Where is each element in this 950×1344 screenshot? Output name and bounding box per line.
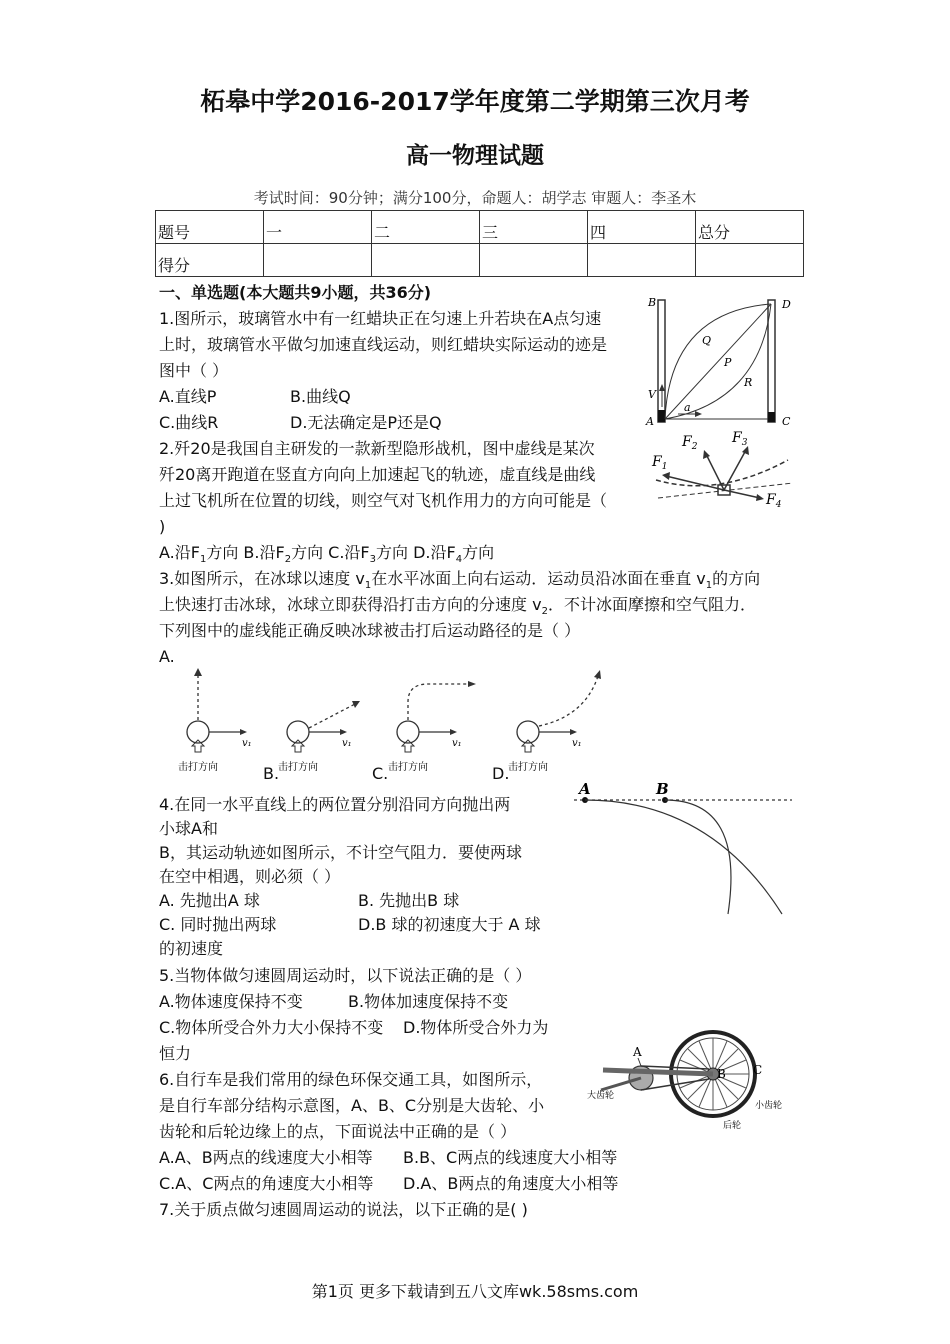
table-cell[interactable] (264, 244, 372, 277)
fig-label: D (782, 298, 791, 311)
subscript: 1 (199, 554, 207, 566)
fig-label: v₁ (242, 738, 252, 749)
q1-line: 上时，玻璃管水平做匀加速直线运动，则红蜡块实际运动的迹是 (159, 335, 608, 354)
q4-option-d: D.B 球的初速度大于 A 球 (358, 915, 541, 934)
section-heading: 一、单选题(本大题共9小题，共36分) (159, 283, 432, 302)
subscript: 1 (364, 580, 372, 592)
q1-line: 1.图所示，玻璃管水中有一红蜡块正在匀速上升若块在A点匀速 (159, 309, 602, 328)
q4-figure (570, 776, 795, 921)
subscript: 2 (541, 606, 548, 618)
subscript: 1 (705, 580, 713, 592)
q6-line: 6.自行车是我们常用的绿色环保交通工具，如图所示， (159, 1070, 543, 1089)
table-cell: 题号 (156, 211, 264, 244)
exam-subtitle: 高一物理试题 (406, 143, 544, 169)
table-cell: 四 (588, 211, 696, 244)
fig-label: A (646, 415, 654, 428)
q4-line: 4.在同一水平直线上的两位置分别沿同方向抛出两 (159, 795, 511, 814)
fig-label: v₁ (342, 738, 352, 749)
fig-label: A (579, 780, 591, 798)
fig-label: 后轮 (723, 1121, 742, 1131)
q2-line: 2.歼20是我国自主研发的一款新型隐形战机，图中虚线是某次 (159, 439, 595, 458)
q2-line: 歼20离开跑道在竖直方向向上加速起飞的轨迹，虚直线是曲线 (159, 465, 596, 484)
fig-label: B (656, 780, 669, 798)
fig-label: C (753, 1063, 763, 1077)
fig-label: B (648, 296, 657, 309)
q4-line: 的初速度 (159, 939, 224, 958)
fig-label: $F_1$ (652, 454, 668, 472)
q5-option-a: A.物体速度保持不变 (159, 992, 303, 1011)
fig-label: v₁ (572, 738, 582, 749)
q5-option-d: D.物体所受合外力为 (403, 1018, 549, 1037)
fig-label: C (782, 415, 791, 428)
table-cell: 得分 (156, 244, 264, 277)
q2-option-d: 方向 D.沿F (376, 543, 456, 562)
fig-label: 大齿轮 (587, 1091, 615, 1101)
fig-label: B (717, 1067, 726, 1081)
table-cell[interactable] (372, 244, 480, 277)
fig-label: Q (702, 334, 712, 347)
text: 的方向 (712, 569, 761, 588)
fig-label: A (633, 1045, 642, 1059)
q1-option-c: C.曲线R (159, 413, 219, 432)
fig-label: 击打方向 (508, 762, 548, 773)
q5-option-b: B.物体加速度保持不变 (348, 992, 509, 1011)
table-cell: 二 (372, 211, 480, 244)
q3-option-c: C. (372, 764, 389, 783)
q3-option-b: B. (263, 764, 280, 783)
q5-line: 恒力 (159, 1044, 192, 1063)
q6-option-c: C.A、C两点的角速度大小相等 (159, 1174, 374, 1193)
q3-line: 下列图中的虚线能正确反映冰球被击打后运动路径的是（ ） (159, 621, 581, 640)
q6-bicycle-figure (583, 1030, 793, 1140)
q4-line: 在空中相遇，则必须（ ） (159, 867, 341, 886)
fig-label: P (724, 356, 732, 369)
exam-info: 考试时间：90分钟；满分100分，命题人：胡学志 审题人：李圣木 (253, 189, 697, 207)
q6-line: 齿轮和后轮边缘上的点，下面说法中正确的是（ ） (159, 1122, 517, 1141)
q2-option-b: 方向 B.沿F (206, 543, 285, 562)
table-cell: 总分 (696, 211, 804, 244)
fig-label: 小齿轮 (755, 1101, 783, 1111)
q6-option-a: A.A、B两点的线速度大小相等 (159, 1148, 373, 1167)
score-table (155, 210, 804, 277)
q4-option-a: A. 先抛出A 球 (159, 891, 260, 910)
table-row (156, 211, 804, 244)
q3-fig-b (278, 701, 360, 773)
q3-option-a: A. (159, 647, 175, 666)
fig-label: R (744, 376, 753, 389)
q2-option-c: 方向 C.沿F (291, 543, 370, 562)
text: 3.如图所示，在冰球以速度 v (159, 569, 365, 588)
table-cell[interactable] (588, 244, 696, 277)
fig-label: 击打方向 (388, 762, 428, 773)
exam-title: 柘皋中学2016-2017学年度第二学期第三次月考 (200, 87, 750, 116)
q7-line: 7.关于质点做匀速圆周运动的说法，以下正确的是( ) (159, 1200, 528, 1219)
q1-option-a: A.直线P (159, 387, 217, 406)
subscript: 3 (369, 554, 377, 566)
text: 在水平冰面上向右运动．运动员沿冰面在垂直 v (371, 569, 706, 588)
q1-option-d: D.无法确定是P还是Q (290, 413, 442, 432)
q2-line: 上过飞机所在位置的切线，则空气对飞机作用力的方向可能是（ (159, 491, 608, 510)
q4-option-c: C. 同时抛出两球 (159, 915, 277, 934)
page-footer: 第1页 更多下载请到五八文库wk.58sms.com (311, 1282, 639, 1301)
q3-option-d: D. (492, 764, 510, 783)
text: 上快速打击冰球，冰球立即获得沿打击方向的分速度 v (159, 595, 542, 614)
fig-label: $F_3$ (732, 430, 748, 448)
fig-label: $F_4$ (766, 492, 782, 510)
subscript: 2 (284, 554, 292, 566)
q3-fig-c (388, 681, 476, 773)
q1-line: 图中（ ） (159, 361, 229, 380)
q2-figure (648, 428, 798, 518)
table-row (156, 244, 804, 277)
q2-option-a: A.沿F (159, 543, 200, 562)
fig-label: 击打方向 (178, 762, 218, 773)
q4-line: B，其运动轨迹如图所示，不计空气阻力．要使两球 (159, 843, 522, 862)
q2-option-tail: 方向 (462, 543, 495, 562)
table-cell: 一 (264, 211, 372, 244)
fig-label: $F_2$ (682, 434, 698, 452)
q1-figure (640, 292, 795, 432)
table-cell[interactable] (696, 244, 804, 277)
q4-option-b: B. 先抛出B 球 (358, 891, 460, 910)
q3-fig-d (508, 670, 601, 773)
q2-line: ) (159, 517, 166, 536)
q3-figures (170, 660, 610, 780)
q5-option-c: C.物体所受合外力大小保持不变 (159, 1018, 384, 1037)
table-cell[interactable] (480, 244, 588, 277)
text: ．不计冰面摩擦和空气阻力． (547, 595, 756, 614)
subscript: 4 (455, 554, 463, 566)
q4-line: 小球A和 (159, 819, 218, 838)
q5-line: 5.当物体做匀速圆周运动时，以下说法正确的是（ ） (159, 966, 532, 985)
fig-label: 击打方向 (278, 762, 318, 773)
fig-label: V (648, 388, 656, 401)
q6-option-d: D.A、B两点的角速度大小相等 (403, 1174, 619, 1193)
q6-option-b: B.B、C两点的线速度大小相等 (403, 1148, 618, 1167)
fig-label: v₁ (452, 738, 462, 749)
table-cell: 三 (480, 211, 588, 244)
q3-fig-a (178, 668, 252, 773)
fig-label: a (684, 401, 691, 414)
q6-line: 是自行车部分结构示意图，A、B、C分别是大齿轮、小 (159, 1096, 545, 1115)
q1-option-b: B.曲线Q (290, 387, 351, 406)
